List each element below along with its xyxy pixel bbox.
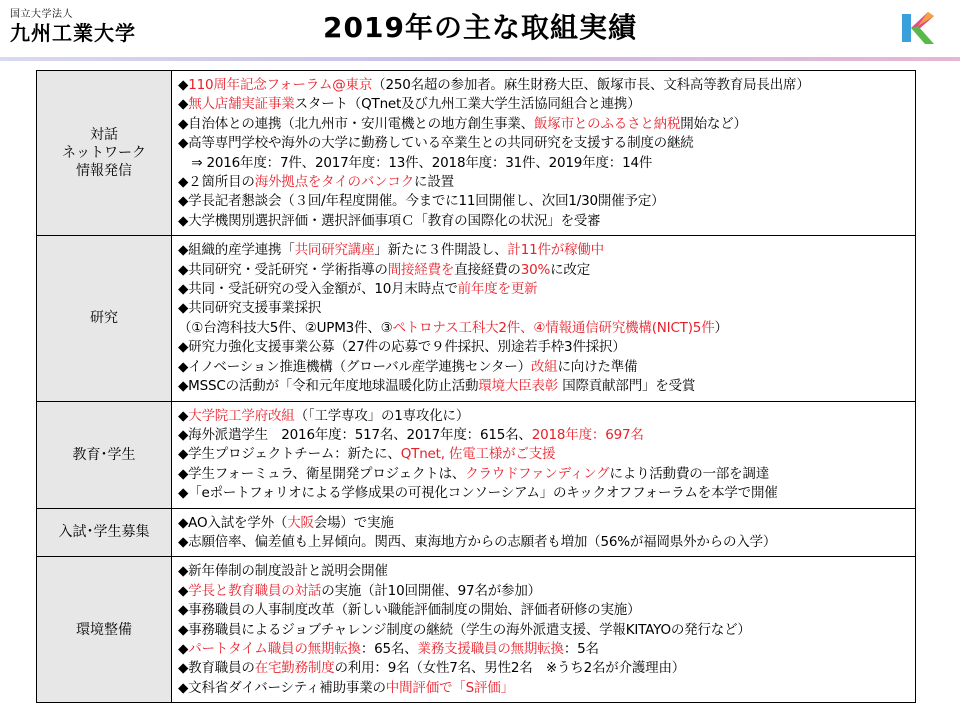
section-category: 教育･学生 [37, 402, 172, 508]
item-text: （「工学専攻」の1専攻化に） [294, 407, 470, 424]
item-text: ◆共同・受託研究の受入金額が、10月末時点で [178, 281, 458, 298]
item-text: ◆高等専門学校や海外の大学に勤務している卒業生との共同研究を支援する制度の継続 [178, 135, 694, 152]
item-line [178, 261, 915, 280]
highlight-text: 飯塚市とのふるさと納税 [533, 115, 681, 132]
item-text: ◆MSSCの活動が「令和元年度地球温暖化防止活動 [178, 378, 479, 395]
item-text: ） [714, 319, 728, 336]
item-line [178, 484, 915, 503]
item-text: ◆学生フォーミュラ、衛星開発プロジェクトは、 [178, 465, 466, 482]
item-line [178, 533, 915, 552]
item-line [178, 679, 915, 698]
highlight-text: 海外拠点をタイのバンコク [254, 174, 415, 191]
item-text: ◆ [178, 640, 189, 657]
item-text: 会場）で実施 [313, 514, 394, 531]
item-text: ◆ [178, 582, 189, 599]
section-items [172, 236, 915, 400]
highlight-text: 間接経費を [387, 261, 455, 278]
item-text: に設置 [414, 174, 454, 191]
logo-name: 九州工業大学 [10, 21, 136, 45]
item-text: に向けた準備 [557, 358, 638, 375]
section-category: 環境整備 [37, 557, 172, 702]
item-text: ◆「eポートフォリオによる学修成果の可視化コンソーシアム」のキックオフフォーラムを本学で開催 [178, 485, 778, 502]
header-divider [0, 57, 960, 61]
item-line [178, 319, 915, 338]
item-text: ⇒ 2016年度：7件、2017年度：13件、2018年度：31件、2019年度：14件 [178, 154, 653, 171]
item-text: ◆教育職員の [178, 660, 255, 677]
section-items [172, 509, 915, 557]
item-text: ◆事務職員の人事制度改革（新しい職能評価制度の開始、評価者研修の実施） [178, 602, 641, 619]
highlight-text: 環境大臣表彰 [478, 378, 559, 395]
highlight-text: クラウドファンディング [465, 465, 610, 482]
item-line [178, 514, 915, 533]
highlight-text: QTnet, 佐電工様がご支援 [400, 446, 556, 463]
highlight-text: 学長と教育職員の対話 [188, 582, 322, 599]
highlight-text: 中間評価で「S評価」 [385, 679, 514, 696]
section-row [37, 236, 915, 401]
highlight-text: 110周年記念フォーラム@東京 [188, 77, 373, 93]
item-text: により活動費の一部を調達 [609, 465, 770, 482]
item-text: ◆学長記者懇談会（３回/年程度開催。今までに11回開催し、次回1/30開催予定） [178, 193, 665, 210]
kyutech-k-mark-icon [898, 8, 938, 48]
highlight-text: 30% [520, 261, 551, 278]
item-text: （①台湾科技大5件、②UPM3件、③ [178, 319, 393, 336]
item-text: 国際貢献部門」を受賞 [558, 378, 696, 395]
highlight-text: 改組 [530, 358, 558, 375]
section-row [37, 71, 915, 236]
item-line [178, 338, 915, 357]
item-line [178, 407, 915, 426]
item-text: ◆ [178, 96, 189, 113]
highlight-text: 在宅勤務制度 [254, 660, 335, 677]
highlight-text: 大学院工学府改組 [188, 407, 295, 424]
item-text: ◆文科省ダイバーシティ補助事業の [178, 679, 386, 696]
highlight-text: 2018年度：697名 [531, 426, 644, 443]
page-title: 2019年の主な取組実績 [323, 11, 637, 44]
item-line [178, 76, 915, 95]
highlight-text: 共同研究講座 [294, 242, 375, 259]
item-text: スタート（QTnet及び九州工業大学生活協同組合と連携） [294, 96, 641, 113]
item-line [178, 426, 915, 445]
item-line [178, 115, 915, 134]
section-items [172, 402, 915, 508]
item-text: （250名超の参加者。麻生財務大臣、飯塚市長、文科高等教育局長出席） [372, 77, 810, 93]
item-line [178, 601, 915, 620]
section-row [37, 509, 915, 558]
item-text: 開始など） [680, 115, 747, 132]
item-text: ◆２箇所目の [178, 174, 255, 191]
item-line [178, 465, 915, 484]
logo-subtitle: 国立大学法人 [10, 9, 73, 20]
section-row [37, 557, 915, 703]
item-text: 直接経費の [454, 261, 521, 278]
item-line [178, 445, 915, 464]
item-line [178, 377, 915, 396]
item-line [178, 134, 915, 153]
item-text: ◆共同研究・受託研究・学術指導の [178, 261, 388, 278]
item-line [178, 562, 915, 581]
item-text: ◆ [178, 77, 189, 93]
highlight-text: 計11件が稼働中 [507, 242, 604, 259]
item-text: ◆共同研究支援事業採択 [178, 300, 322, 317]
item-text: ◆AO入試を学外（ [178, 514, 288, 531]
highlight-text: パートタイム職員の無期転換 [188, 640, 361, 657]
item-text: の利用：9名（女性7名、男性2名 ※うち2名が介護理由） [334, 660, 686, 677]
section-category: 研究 [37, 236, 172, 400]
item-text: ：5名 [563, 640, 599, 657]
item-text: の実施（計10回開催、97名が参加） [321, 582, 541, 599]
item-line [178, 95, 915, 114]
item-line [178, 582, 915, 601]
highlight-text: 業務支援職員の無期転換 [417, 640, 564, 657]
item-text: ◆大学機関別選択評価・選択評価事項Ｃ「教育の国際化の状況」を受審 [178, 212, 601, 229]
item-line [178, 621, 915, 640]
item-text: ◆研究力強化支援事業公募（27件の応募で９件採択、別途若手枠3件採択） [178, 339, 626, 356]
item-line [178, 358, 915, 377]
item-line [178, 154, 915, 173]
item-text: ◆組織的産学連携「 [178, 242, 295, 259]
item-line [178, 299, 915, 318]
item-text: ◆志願倍率、偏差値も上昇傾向。関西、東海地方からの志願者も増加（56%が福岡県外からの入学） [178, 533, 777, 550]
section-row [37, 402, 915, 509]
item-text: ◆学生プロジェクトチーム：新たに、 [178, 446, 401, 463]
section-category: 入試･学生募集 [37, 509, 172, 557]
section-items [172, 71, 915, 235]
achievements-table [36, 70, 916, 703]
highlight-text: 大阪 [287, 514, 314, 531]
highlight-text: 前年度を更新 [457, 281, 538, 298]
highlight-text: ペトロナス工科大2件、④情報通信研究機構(NICT)5件 [392, 319, 715, 336]
item-line [178, 241, 915, 260]
item-text: ◆ [178, 407, 189, 424]
item-text: ◆海外派遣学生 2016年度：517名、2017年度：615名、 [178, 426, 532, 443]
item-text: ◆イノベーション推進機構（グローバル産学連携センター） [178, 358, 531, 375]
highlight-text: 無人店舗実証事業 [188, 96, 295, 113]
item-text: ：65名、 [360, 640, 418, 657]
item-line [178, 173, 915, 192]
item-text: ◆新年俸制の制度設計と説明会開催 [178, 563, 388, 580]
item-text: 」新たに３件開設し、 [374, 242, 508, 259]
section-category: 対話 ネットワーク 情報発信 [37, 71, 172, 235]
item-line [178, 280, 915, 299]
item-text: ◆事務職員によるジョブチャレンジ制度の継続（学生の海外派遣支援、学報KITAYOの発行など） [178, 621, 751, 638]
item-line [178, 212, 915, 231]
item-line [178, 659, 915, 678]
section-items [172, 557, 915, 702]
item-text: に改定 [550, 261, 590, 278]
item-text: ◆自治体との連携（北九州市・安川電機との地方創生事業、 [178, 115, 534, 132]
item-line [178, 640, 915, 659]
item-line [178, 192, 915, 211]
